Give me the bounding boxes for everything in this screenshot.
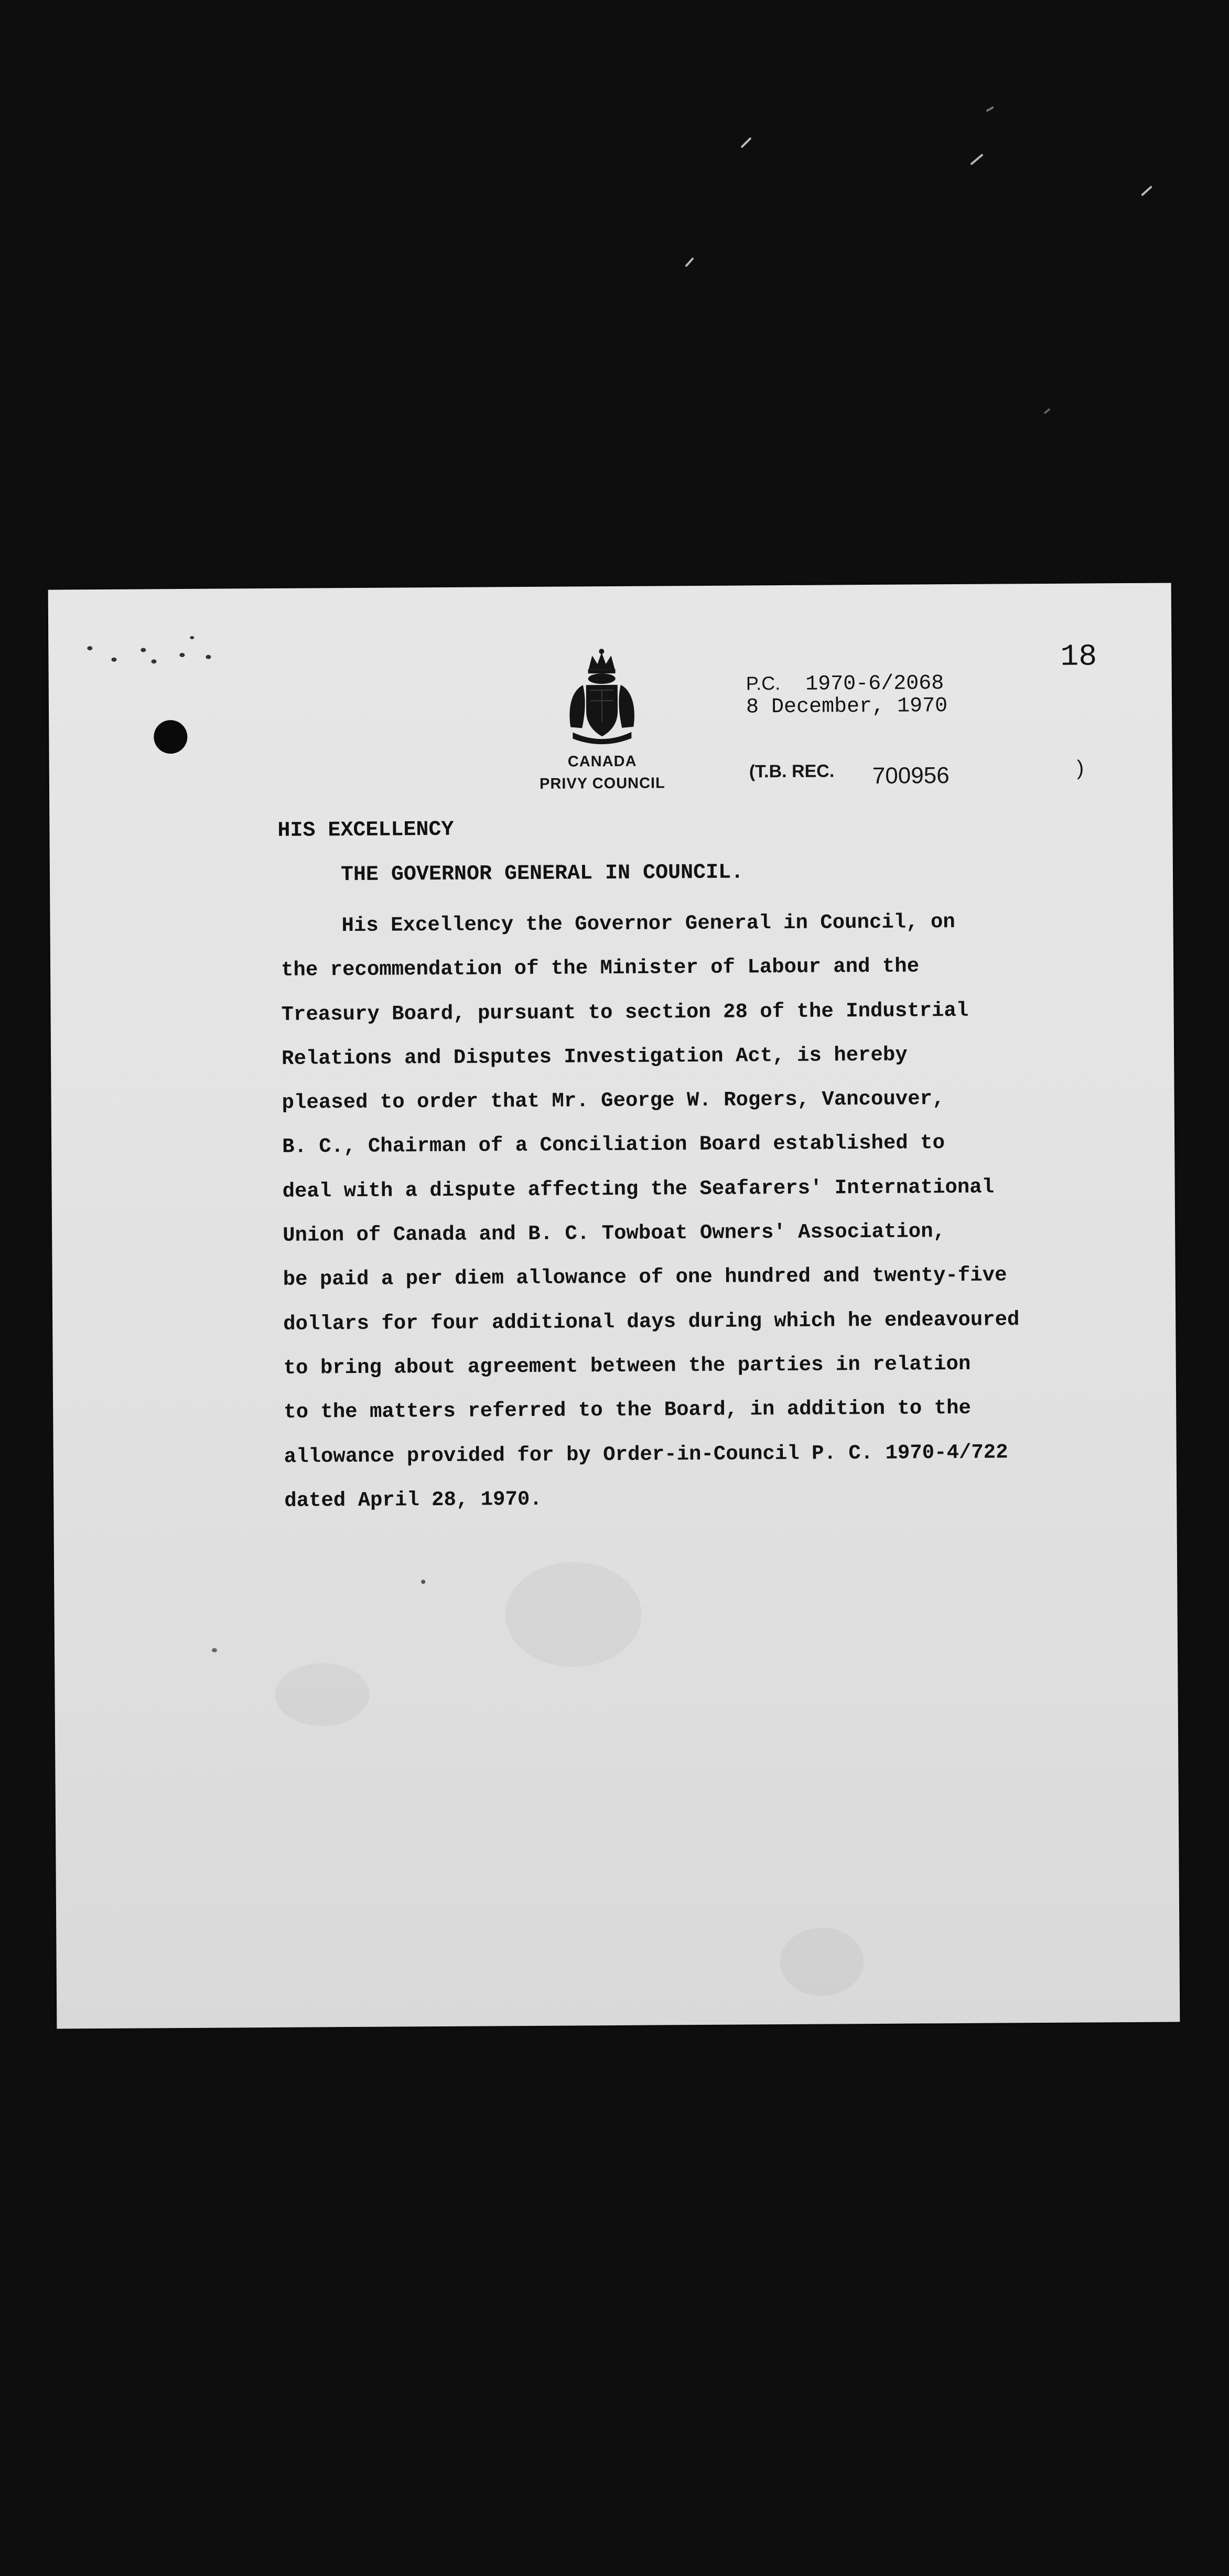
paper-speck [190,636,194,639]
body-line: Relations and Disputes Investigation Act, is hereby [281,1043,908,1070]
film-scratch [685,257,694,267]
paper-stain [780,1927,864,1996]
body-line: deal with a dispute affecting the Seafarers' International [282,1175,995,1203]
body-line: dollars for four additional days during which he endeavoured [283,1307,1020,1336]
paper-speck [212,1648,217,1652]
body-line: allowance provided for by Order-in-Council P. C. 1970-4/722 [284,1440,1008,1468]
paper-stain [275,1663,370,1726]
body-line: pleased to order that Mr. George W. Rogers, Vancouver, [282,1087,945,1115]
pc-number: 1970-6/2068 [805,672,944,696]
paper-speck [141,648,146,652]
film-scratch [740,137,751,148]
order-body [281,899,1134,1523]
film-scratch [1043,408,1050,414]
film-scratch [970,154,984,165]
pc-reference [746,671,944,696]
body-line: His Excellency the Governor General in Council, on [341,910,955,938]
tb-rec-number: 700956 [872,763,950,789]
film-scratch [1141,186,1152,196]
body-line: to the matters referred to the Board, in addition to the [284,1397,971,1424]
body-line: B. C., Chairman of a Conciliation Board established to [282,1131,945,1159]
paper-speck [151,659,156,663]
canada-coat-of-arms-icon [565,648,639,748]
body-line: be paid a per diem allowance of one hundred and twenty-five [283,1263,1007,1292]
tb-rec-close-paren: ) [1076,756,1084,780]
addressee-line-2: THE GOVERNOR GENERAL IN COUNCIL. [340,861,744,887]
crest-label-canada: CANADA [567,753,637,770]
document-page [48,583,1180,2028]
tb-rec-label: (T.B. REC. [749,761,835,782]
pc-label: P.C. [746,672,781,694]
paper-speck [206,655,211,659]
paper-stain [505,1562,642,1668]
body-line: Union of Canada and B. C. Towboat Owners' Association, [283,1220,946,1247]
crest-label-privy-council: PRIVY COUNCIL [539,775,665,792]
paper-speck [87,646,92,650]
punch-hole [154,720,187,754]
paper-speck [421,1580,425,1584]
order-date: 8 December, 1970 [746,694,948,720]
film-scratch [986,106,994,112]
page-number: 18 [1060,640,1097,674]
body-line: the recommendation of the Minister of Labour and the [281,954,920,982]
paper-speck [179,653,185,657]
body-line: dated April 28, 1970. [284,1487,542,1512]
body-line: to bring about agreement between the parties in relation [283,1352,971,1380]
paper-speck [111,658,116,662]
body-line: Treasury Board, pursuant to section 28 of the Industrial [281,999,969,1026]
addressee-line-1: HIS EXCELLENCY [277,818,454,843]
